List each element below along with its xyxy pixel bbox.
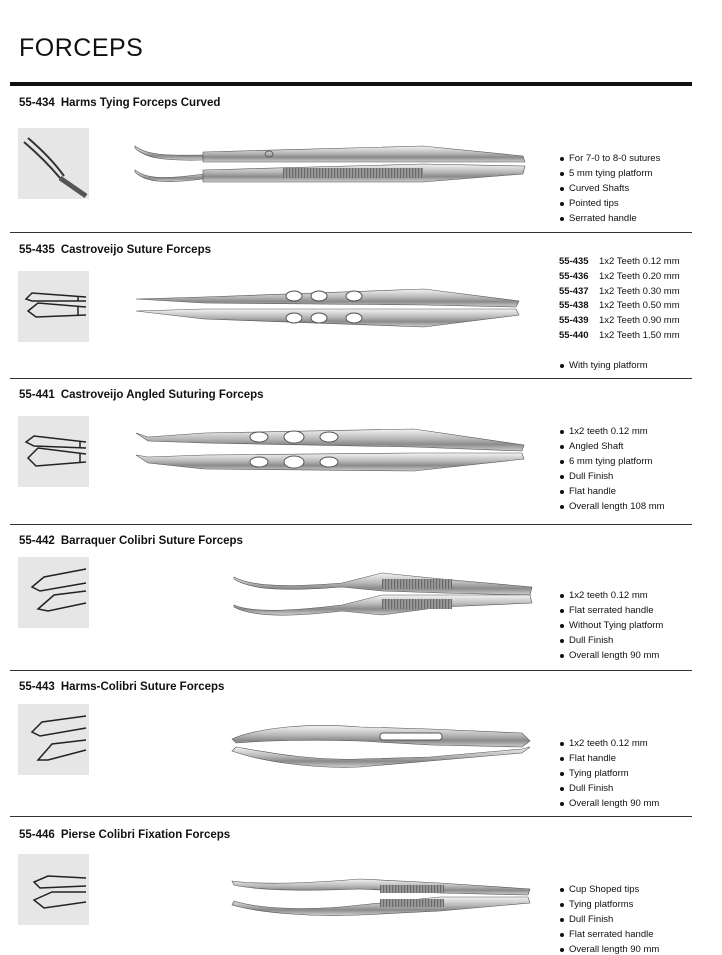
product-section-55-442 xyxy=(10,525,692,671)
feature-list xyxy=(559,151,660,226)
tip-detail-thumbnail xyxy=(18,557,89,628)
product-name: Castroveijo Angled Suturing Forceps xyxy=(60,389,264,401)
product-section-55-443 xyxy=(10,671,692,817)
product-heading xyxy=(19,97,220,109)
feature-item: Overall length 108 mm xyxy=(559,499,665,514)
product-heading xyxy=(19,244,211,256)
feature-item: Pointed tips xyxy=(559,196,660,211)
feature-item: Tying platform xyxy=(559,766,659,781)
tip-detail-thumbnail xyxy=(18,416,89,487)
product-section-55-434 xyxy=(10,86,692,233)
variant-row: 55-437 1x2 Teeth 0.30 mm xyxy=(559,285,680,297)
feature-item: With tying platform xyxy=(559,358,648,373)
feature-item: 1x2 teeth 0.12 mm xyxy=(559,424,665,439)
product-section-55-446 xyxy=(10,817,692,955)
product-name: Harms Tying Forceps Curved xyxy=(60,97,221,109)
feature-item: Dull Finish xyxy=(559,781,659,796)
feature-item: Flat serrated handle xyxy=(559,927,659,942)
feature-item: Flat handle xyxy=(559,484,665,499)
product-heading xyxy=(19,535,243,547)
feature-list xyxy=(559,882,659,955)
feature-list xyxy=(559,424,665,514)
product-section-55-435 xyxy=(10,233,692,379)
tip-detail-thumbnail xyxy=(18,704,89,775)
feature-item: 1x2 teeth 0.12 mm xyxy=(559,736,659,751)
product-code: 55-441 xyxy=(19,389,55,401)
product-heading xyxy=(19,681,224,693)
tip-detail-thumbnail xyxy=(18,854,89,925)
product-code: 55-435 xyxy=(19,244,55,256)
variant-row: 55-440 1x2 Teeth 1.50 mm xyxy=(559,329,680,341)
instrument-image xyxy=(230,871,535,919)
product-code: 55-434 xyxy=(19,97,55,109)
feature-list xyxy=(559,588,663,663)
variant-list xyxy=(559,255,680,344)
feature-item: 1x2 teeth 0.12 mm xyxy=(559,588,663,603)
feature-item: Overall length 90 mm xyxy=(559,942,659,955)
tip-detail-thumbnail xyxy=(18,128,89,199)
feature-item: Dull Finish xyxy=(559,469,665,484)
instrument-image xyxy=(232,571,537,619)
variant-row: 55-439 1x2 Teeth 0.90 mm xyxy=(559,315,680,327)
instrument-image xyxy=(133,140,533,190)
feature-item: Dull Finish xyxy=(559,912,659,927)
product-name: Pierse Colibri Fixation Forceps xyxy=(60,829,231,841)
feature-item: Tying platforms xyxy=(559,897,659,912)
feature-item: Angled Shaft xyxy=(559,439,665,454)
product-heading xyxy=(19,829,230,841)
instrument-image xyxy=(134,285,529,330)
feature-list xyxy=(559,736,659,811)
feature-item: Overall length 90 mm xyxy=(559,648,663,663)
feature-item: 5 mm tying platform xyxy=(559,166,660,181)
product-code: 55-442 xyxy=(19,535,55,547)
product-name: Castroveijo Suture Forceps xyxy=(60,244,211,256)
feature-item: Cup Shoped tips xyxy=(559,882,659,897)
feature-item: Flat handle xyxy=(559,751,659,766)
instrument-image xyxy=(134,425,534,475)
product-name: Harms-Colibri Suture Forceps xyxy=(60,681,225,693)
variant-row: 55-435 1x2 Teeth 0.12 mm xyxy=(559,256,680,267)
feature-item: 6 mm tying platform xyxy=(559,454,665,469)
product-code: 55-446 xyxy=(19,829,55,841)
feature-item: Curved Shafts xyxy=(559,181,660,196)
product-name: Barraquer Colibri Suture Forceps xyxy=(60,535,243,547)
tip-detail-thumbnail xyxy=(18,271,89,342)
instrument-image xyxy=(230,721,535,769)
feature-item: Overall length 90 mm xyxy=(559,796,659,811)
product-heading xyxy=(19,389,264,401)
page-title: FORCEPS xyxy=(19,34,144,62)
feature-item: For 7-0 to 8-0 sutures xyxy=(559,151,660,166)
product-code: 55-443 xyxy=(19,681,55,693)
variant-row: 55-436 1x2 Teeth 0.20 mm xyxy=(559,270,680,282)
feature-item: Dull Finish xyxy=(559,633,663,648)
feature-list xyxy=(559,358,648,373)
variant-row: 55-438 1x2 Teeth 0.50 mm xyxy=(559,300,680,312)
product-section-55-441 xyxy=(10,379,692,525)
feature-item: Serrated handle xyxy=(559,211,660,226)
feature-item: Without Tying platform xyxy=(559,618,663,633)
feature-item: Flat serrated handle xyxy=(559,603,663,618)
